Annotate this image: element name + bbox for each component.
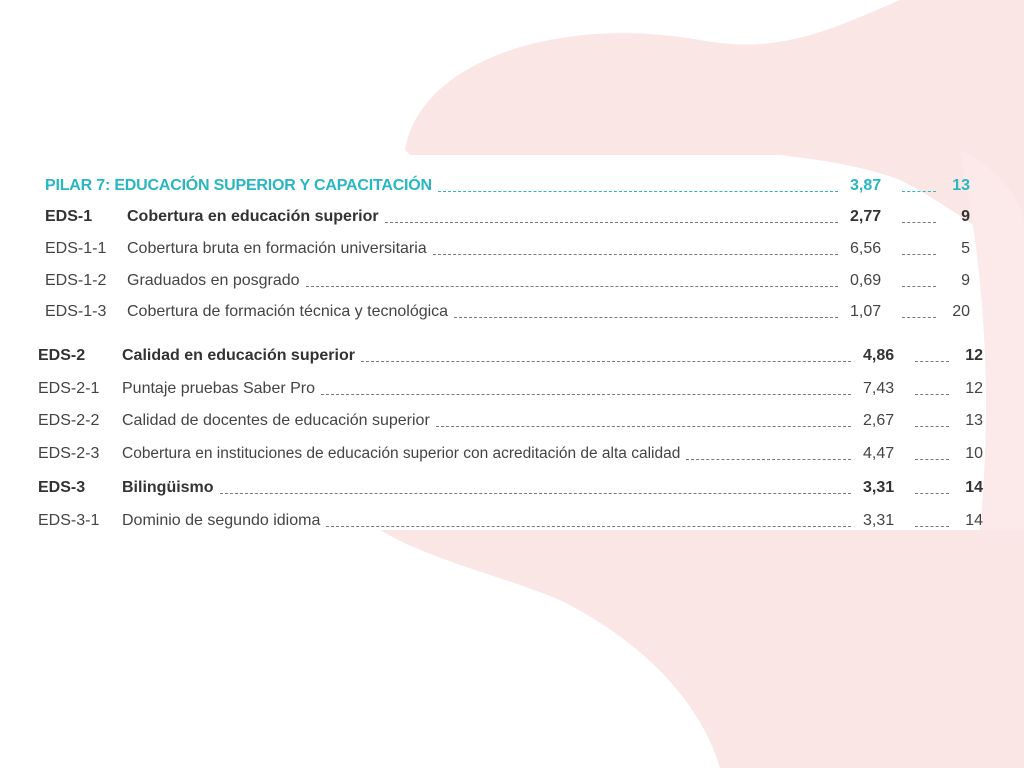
indicator-score: 7,43	[863, 380, 895, 397]
dotted-leader	[321, 394, 851, 395]
indicator-score: 3,31	[863, 512, 895, 529]
indicator-code: EDS-3-1	[38, 512, 100, 529]
indicator-label: Graduados en posgrado	[127, 272, 300, 289]
indicator-label: Puntaje pruebas Saber Pro	[122, 380, 316, 397]
indicator-code: EDS-2	[38, 347, 86, 364]
indicator-rank: 13	[965, 412, 983, 429]
indicator-score: 2,77	[850, 208, 882, 225]
indicator-label: Calidad en educación superior	[122, 347, 355, 364]
indicator-code: EDS-3	[38, 479, 86, 496]
indicator-code: EDS-2-3	[38, 445, 100, 462]
dotted-leader	[326, 526, 851, 527]
pillar-score: 3,87	[850, 177, 882, 194]
indicator-score: 4,47	[863, 445, 895, 462]
indicator-rank: 12	[965, 347, 983, 364]
dotted-leader	[915, 426, 949, 427]
dotted-leader	[915, 361, 949, 362]
dotted-leader	[902, 317, 936, 318]
dotted-leader	[902, 191, 936, 192]
indicator-code: EDS-2-1	[38, 380, 100, 397]
indicator-code: EDS-1-1	[45, 240, 107, 257]
indicator-rank: 14	[965, 479, 983, 496]
indicator-code: EDS-2-2	[38, 412, 100, 429]
table-row	[38, 407, 983, 431]
dotted-leader	[915, 526, 949, 527]
pillar-title: PILAR 7: EDUCACIÓN SUPERIOR Y CAPACITACIÓN	[45, 177, 432, 194]
table-row	[38, 440, 983, 464]
indicator-rank: 12	[965, 380, 983, 397]
table-row	[38, 507, 983, 531]
pillar-row	[45, 172, 970, 196]
indicator-code: EDS-1	[45, 208, 93, 225]
indicator-label: Cobertura en educación superior	[127, 208, 379, 225]
indicator-label: Cobertura de formación técnica y tecnológica	[127, 303, 449, 320]
dotted-leader	[902, 222, 936, 223]
table-row	[45, 298, 970, 322]
indicator-rank: 14	[965, 512, 983, 529]
indicator-code: EDS-1-2	[45, 272, 107, 289]
table-row	[38, 342, 983, 366]
indicator-label: Cobertura en instituciones de educación superior con acreditación de alta calidad	[122, 445, 681, 462]
indicator-label: Calidad de docentes de educación superior	[122, 412, 430, 429]
indicator-rank: 5	[961, 240, 970, 257]
dotted-leader	[438, 191, 838, 192]
table-row	[45, 235, 970, 259]
indicator-code: EDS-1-3	[45, 303, 107, 320]
dotted-leader	[686, 459, 851, 460]
indicator-rank: 10	[965, 445, 983, 462]
dotted-leader	[902, 254, 936, 255]
indicator-rank: 9	[961, 272, 970, 289]
dotted-leader	[436, 426, 851, 427]
table-row	[45, 203, 970, 227]
indicator-score: 0,69	[850, 272, 882, 289]
dotted-leader	[385, 222, 838, 223]
indicator-score: 1,07	[850, 303, 882, 320]
indicator-label: Bilingüismo	[122, 479, 214, 496]
indicator-label: Dominio de segundo idioma	[122, 512, 321, 529]
indicator-rank: 9	[961, 208, 970, 225]
dotted-leader	[306, 286, 838, 287]
indicator-rank: 20	[952, 303, 970, 320]
dotted-leader	[433, 254, 838, 255]
indicator-score: 4,86	[863, 347, 895, 364]
indicator-score: 2,67	[863, 412, 895, 429]
dotted-leader	[361, 361, 851, 362]
indicator-score: 3,31	[863, 479, 895, 496]
dotted-leader	[915, 459, 949, 460]
dotted-leader	[915, 394, 949, 395]
table-row	[38, 474, 983, 498]
indicator-score: 6,56	[850, 240, 882, 257]
table-row	[38, 375, 983, 399]
dotted-leader	[915, 493, 949, 494]
dotted-leader	[220, 493, 851, 494]
dotted-leader	[454, 317, 838, 318]
indicator-label: Cobertura bruta en formación universitaria	[127, 240, 427, 257]
table-row	[45, 267, 970, 291]
dotted-leader	[902, 286, 936, 287]
pillar-rank: 13	[952, 177, 970, 194]
